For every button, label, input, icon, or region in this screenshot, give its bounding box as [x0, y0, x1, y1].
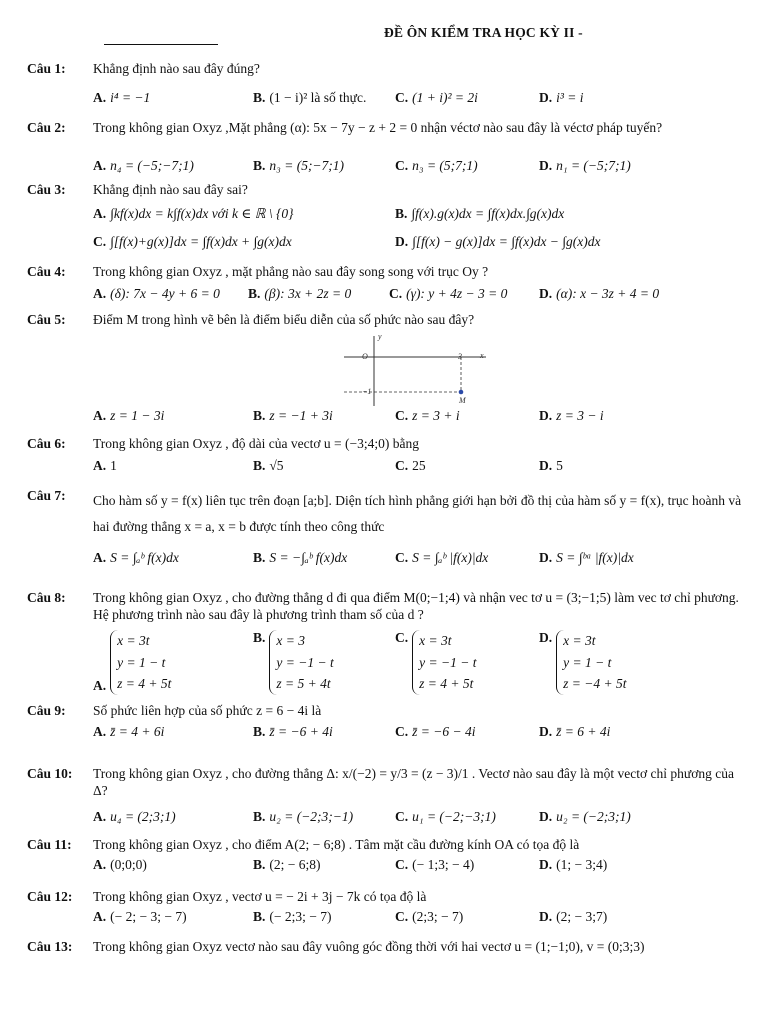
option-text: z = −1 + 3i — [269, 408, 333, 423]
option-label: C. — [389, 286, 403, 301]
question-number: Câu 7: — [27, 488, 66, 503]
option-text: u₁ = (−2;−3;1) — [412, 809, 496, 824]
option-label: B. — [253, 857, 266, 872]
option-label: A. — [93, 677, 107, 693]
complex-plane-figure — [340, 332, 490, 408]
option-label: B. — [248, 286, 261, 301]
option-label: B. — [253, 724, 266, 739]
option-label: A. — [93, 458, 107, 473]
option-label: D. — [539, 550, 553, 565]
option-text: ∫f(x).g(x)dx = ∫f(x)dx.∫g(x)dx — [411, 206, 565, 221]
question-text: Trong không gian Oxyz , cho điểm A(2; − 6;8) . Tâm mặt cầu đường kính OA có tọa độ là — [93, 837, 580, 852]
question-text: Khẳng định nào sau đây sai? — [93, 182, 248, 197]
question-text: Trong không gian Oxyz vectơ nào sau đây vuông góc đồng thời với hai vectơ u = (1;−1;0), v = (0;3;3) — [93, 939, 645, 954]
system-line: z = 4 + 5t — [419, 676, 474, 692]
option-text: (α): x − 3z + 4 = 0 — [556, 286, 660, 301]
option-text: (2;3; − 7) — [412, 909, 464, 924]
option-text: u₄ = (2;3;1) — [110, 809, 176, 824]
figure-label-o: O — [362, 352, 368, 361]
option-text: 25 — [412, 458, 426, 473]
question-number: Câu 1: — [27, 61, 66, 76]
option-label: D. — [539, 857, 553, 872]
header-rule — [104, 44, 218, 45]
option-text: (− 1;3; − 4) — [412, 857, 475, 872]
option-label: C. — [395, 458, 409, 473]
option-text: n₃ = (5;−7;1) — [269, 158, 345, 173]
option-text: u₂ = (−2;3;1) — [556, 809, 631, 824]
question-number: Câu 6: — [27, 436, 66, 451]
system-line: z = −4 + 5t — [563, 676, 627, 692]
option-label: D. — [539, 286, 553, 301]
option-system — [110, 630, 171, 695]
figure-label-y: y — [378, 332, 382, 341]
system-line: x = 3t — [563, 633, 596, 648]
option-text: (2; − 3;7) — [556, 909, 608, 924]
question-number: Câu 2: — [27, 120, 66, 135]
option-system — [412, 630, 476, 695]
option-label: A. — [93, 724, 107, 739]
option-text: S = ∫ₐᵇ f(x)dx — [110, 550, 179, 565]
option-text: u₂ = (−2;3;−1) — [269, 809, 354, 824]
option-text: (δ): 7x − 4y + 6 = 0 — [110, 286, 220, 301]
system-line: x = 3 — [276, 633, 305, 648]
option-label: C. — [395, 408, 409, 423]
option-label: B. — [253, 809, 266, 824]
option-system — [269, 630, 333, 695]
option-label: C. — [395, 90, 409, 105]
option-label: B. — [253, 458, 266, 473]
question-number: Câu 10: — [27, 766, 73, 781]
option-label: A. — [93, 286, 107, 301]
option-label: A. — [93, 90, 107, 105]
question-text: Khẳng định nào sau đây đúng? — [93, 61, 260, 76]
option-text: ∫kf(x)dx = k∫f(x)dx với k ∈ ℝ \ {0} — [110, 206, 294, 221]
option-text: (β): 3x + 2z = 0 — [264, 286, 352, 301]
option-text: z = 3 − i — [556, 408, 604, 423]
figure-label-three: 3 — [458, 352, 462, 361]
option-text: i⁴ = −1 — [110, 90, 151, 105]
option-text: (2; − 6;8) — [269, 857, 321, 872]
system-line: z = 4 + 5t — [117, 676, 172, 692]
option-text: 1 — [110, 458, 117, 473]
option-label: A. — [93, 909, 107, 924]
system-line: x = 3t — [117, 633, 150, 648]
option-text: ∫[f(x)+g(x)]dx = ∫f(x)dx + ∫g(x)dx — [110, 234, 292, 249]
option-text: (1 − i)² là số thực. — [269, 90, 367, 105]
option-text: √5 — [269, 458, 284, 473]
question-number: Câu 3: — [27, 182, 66, 197]
system-line: y = 1 − t — [563, 654, 612, 670]
option-text: (1; − 3;4) — [556, 857, 608, 872]
option-label: C. — [395, 857, 409, 872]
option-text: (− 2;3; − 7) — [269, 909, 332, 924]
option-text: S = ∫ᵇᵃ |f(x)|dx — [556, 550, 634, 565]
option-text: ∫[f(x) − g(x)]dx = ∫f(x)dx − ∫g(x)dx — [412, 234, 601, 249]
option-label: D. — [539, 408, 553, 423]
question-number: Câu 13: — [27, 939, 73, 954]
option-system — [556, 630, 626, 695]
question-text: Trong không gian Oxyz , độ dài của vectơ u = (−3;4;0) bằng — [93, 436, 419, 451]
system-line: x = 3t — [419, 633, 452, 648]
option-text: z̄ = 4 + 6i — [110, 724, 165, 739]
option-text: (0;0;0) — [110, 857, 147, 872]
option-label: A. — [93, 809, 107, 824]
option-label: B. — [253, 158, 266, 173]
option-text: z̄ = −6 + 4i — [269, 724, 333, 739]
option-label: A. — [93, 408, 107, 423]
question-number: Câu 4: — [27, 264, 66, 279]
point-m — [459, 390, 464, 395]
question-number: Câu 5: — [27, 312, 66, 327]
option-label: C. — [395, 809, 409, 824]
question-number: Câu 12: — [27, 889, 73, 904]
option-text: z = 1 − 3i — [110, 408, 165, 423]
page-title: ĐỀ ÔN KIỂM TRA HỌC KỲ II - — [384, 25, 583, 40]
option-label: D. — [539, 724, 553, 739]
system-line: y = −1 − t — [276, 654, 334, 670]
option-text: n₄ = (−5;−7;1) — [110, 158, 194, 173]
option-label: C. — [395, 724, 409, 739]
option-label: D. — [539, 630, 553, 645]
option-text: (γ): y + 4z − 3 = 0 — [406, 286, 508, 301]
option-text: (1 + i)² = 2i — [412, 90, 478, 105]
question-number: Câu 9: — [27, 703, 66, 718]
option-label: D. — [539, 909, 553, 924]
option-label: D. — [395, 234, 409, 249]
option-label: A. — [93, 206, 107, 221]
question-text: Cho hàm số y = f(x) liên tục trên đoạn [a;b]. Diện tích hình phẳng giới hạn bởi đồ thị của hàm số y = f(x), trục hoành và hai đường thẳng x = a, x = b được tính theo công thức — [93, 493, 742, 534]
option-label: B. — [253, 909, 266, 924]
figure-label-m: M — [459, 396, 466, 405]
option-label: D. — [539, 158, 553, 173]
question-text: Điểm M trong hình vẽ bên là điểm biểu diễn của số phức nào sau đây? — [93, 312, 475, 327]
question-text: Trong không gian Oxyz ,Mặt phẳng (α): 5x − 7y − z + 2 = 0 nhận véctơ nào sau đây là véctơ pháp tuyến? — [93, 120, 663, 135]
question-number: Câu 8: — [27, 590, 66, 605]
option-label: C. — [395, 630, 409, 645]
question-text: Trong không gian Oxyz , cho đường thẳng d đi qua điểm M(0;−1;4) và nhận vec tơ u = (3;−1;5) làm vec tơ chỉ phương. Hệ phương trình nào sau đây là phương trình tham số của d ? — [93, 590, 739, 622]
option-text: z̄ = −6 − 4i — [412, 724, 476, 739]
question-text: Trong không gian Oxyz , cho đường thẳng Δ: x/(−2) = y/3 = (z − 3)/1 . Vectơ nào sau đây là một vectơ chỉ phương của Δ? — [93, 766, 734, 798]
question-number: Câu 11: — [27, 837, 72, 852]
option-label: B. — [253, 90, 266, 105]
figure-label-minus-one: −1 — [362, 387, 372, 396]
option-text: S = −∫ₐᵇ f(x)dx — [269, 550, 348, 565]
option-text: (− 2; − 3; − 7) — [110, 909, 187, 924]
option-label: B. — [253, 408, 266, 423]
option-label: D. — [539, 809, 553, 824]
option-label: D. — [539, 90, 553, 105]
question-text: Số phức liên hợp của số phức z = 6 − 4i là — [93, 703, 322, 718]
system-line: z = 5 + 4t — [276, 676, 331, 692]
question-text: Trong không gian Oxyz , mặt phẳng nào sau đây song song với trục Oy ? — [93, 264, 489, 279]
option-label: C. — [395, 909, 409, 924]
option-label: A. — [93, 550, 107, 565]
option-text: z̄ = 6 + 4i — [556, 724, 611, 739]
option-text: S = ∫ₐᵇ |f(x)|dx — [412, 550, 489, 565]
option-label: C. — [93, 234, 107, 249]
option-label: B. — [395, 206, 408, 221]
option-label: D. — [539, 458, 553, 473]
option-label: C. — [395, 158, 409, 173]
option-text: n₃ = (5;7;1) — [412, 158, 478, 173]
option-label: B. — [253, 550, 266, 565]
question-text: Trong không gian Oxyz , vectơ u = − 2i + 3j − 7k có tọa độ là — [93, 889, 427, 904]
option-label: A. — [93, 857, 107, 872]
option-text: z = 3 + i — [412, 408, 460, 423]
option-text: i³ = i — [556, 90, 584, 105]
option-label: B. — [253, 630, 266, 645]
system-line: y = 1 − t — [117, 654, 166, 670]
option-label: C. — [395, 550, 409, 565]
figure-label-x: x — [480, 351, 484, 360]
option-text: 5 — [556, 458, 563, 473]
option-text: n₁ = (−5;7;1) — [556, 158, 631, 173]
option-label: A. — [93, 158, 107, 173]
system-line: y = −1 − t — [419, 654, 477, 670]
